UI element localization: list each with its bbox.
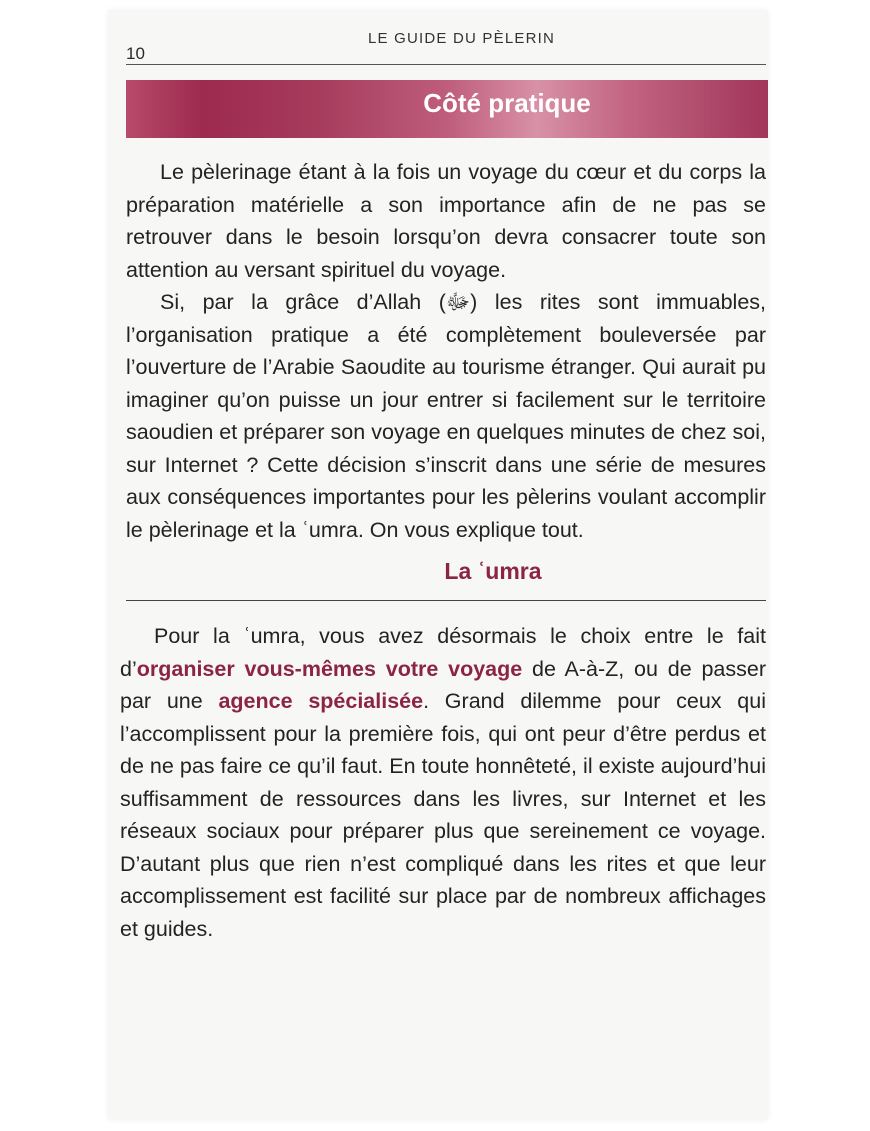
paragraph-umra [120, 620, 766, 945]
page-number: 10 [126, 44, 145, 63]
paragraph-organisation [126, 286, 766, 546]
highlight-agency: agence spécialisée [218, 689, 424, 713]
paragraph-text [120, 620, 766, 945]
paragraph-text: Si, par la grâce d’Allah (ﷻ) les rites sont immuables, l’organisation pratique a été complètement bouleversée par l’ouverture de l’Arabie Saoudite au tourisme étranger. Qui aurait pu imaginer qu’on puisse un jour entrer si facilement sur le territoire saoudien et préparer son voyage en quelques minutes de chez soi, sur Internet ? Cette décision s’inscrit dans une série de mesures aux conséquences importantes pour les pèlerins voulant accomplir le pèlerinage et la ʿumra. On vous explique tout. [126, 290, 767, 542]
book-page [108, 10, 768, 1120]
header-divider [126, 64, 766, 65]
running-title: LE GUIDE DU PÈLERIN [368, 30, 556, 47]
highlight-self-organised: organiser vous-mêmes votre voyage [136, 656, 523, 681]
section-divider [126, 600, 766, 601]
paragraph-intro [126, 156, 766, 286]
paragraph-text: Le pèlerinage étant à la fois un voyage du cœur et du corps la préparation matérielle a son importance afin de ne pas se retrouver dans le besoin lorsqu’on devra consacrer toute son attention au versant spirituel du voyage. [126, 160, 766, 282]
section-heading: La ʿumra [444, 558, 542, 584]
page-header [108, 10, 768, 70]
banner-title: Côté pratique [423, 88, 591, 118]
section-banner [126, 80, 768, 138]
paragraph-rest-text: . Grand dilemme pour ceux qui l’accomplissent pour la première fois, qui ont peur d’être perdus et de ne pas faire ce qu’il faut. En toute honnêteté, il existe aujourd’hui suffisamment de ressources dans les livres, sur Internet et les réseaux sociaux pour préparer plus que sereinement ce voyage. D’autant plus que rien n’est compliqué dans les rites et que leur accomplissement est facilité sur place par de nombreux affichages et guides. [120, 689, 766, 941]
paragraph-middle-text: de A-à-Z, ou de passer par une [120, 656, 766, 713]
paragraph-intro-text: Pour la ʿumra, vous avez désormais le choix entre le fait d’ [120, 624, 766, 681]
